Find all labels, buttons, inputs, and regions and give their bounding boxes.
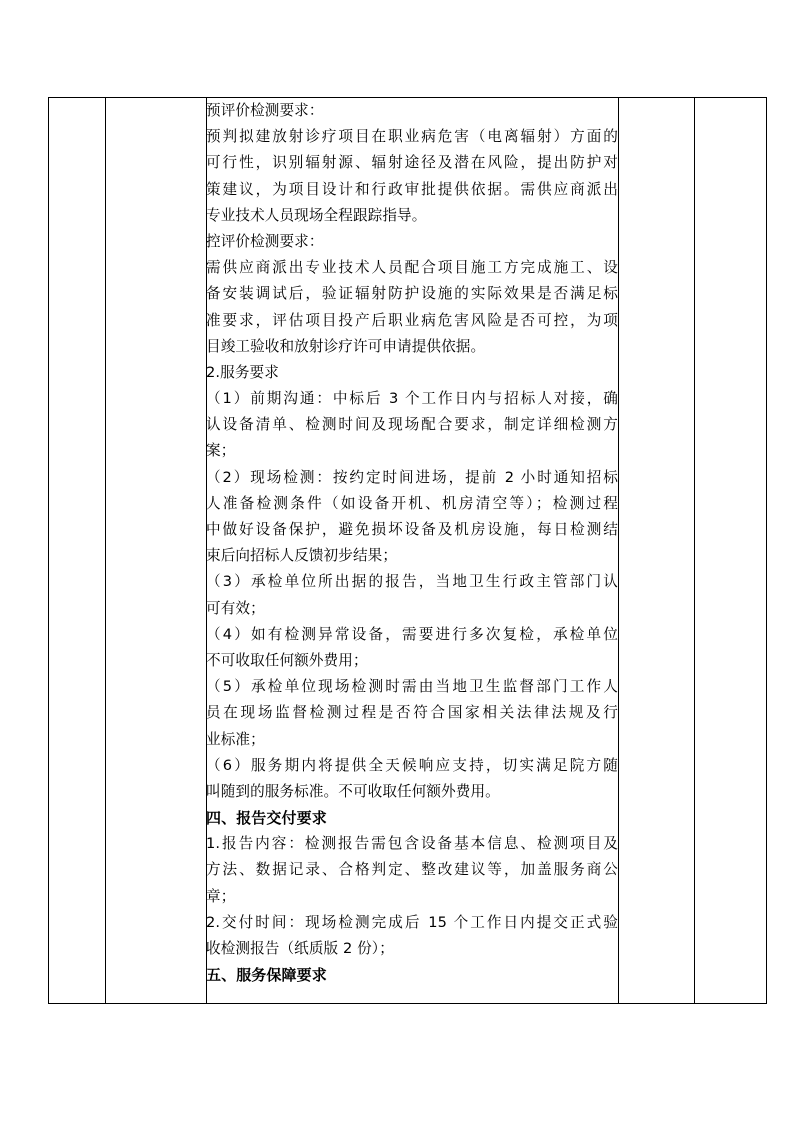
text-line: 人准备检测条件（如设备开机、机房清空等）；检测过程 — [206, 494, 618, 512]
text-line: 章； — [206, 887, 236, 905]
text-line: 可行性，识别辐射源、辐射途径及潜在风险，提出防护对 — [206, 154, 618, 172]
text-line: 2.交付时间：现场检测完成后 15 个工作日内提交正式验 — [206, 913, 618, 931]
requirements-cell — [206, 98, 618, 1003]
text-line: 专业技术人员现场全程跟踪指导。 — [206, 206, 427, 224]
text-line: 1.报告内容：检测报告需包含设备基本信息、检测项目及 — [206, 835, 618, 853]
text-line: （1）前期沟通：中标后 3 个工作日内与招标人对接，确 — [206, 390, 618, 408]
text-line: 2.服务要求 — [206, 363, 279, 381]
text-line: 需供应商派出专业技术人员配合项目施工方完成施工、设 — [206, 259, 618, 277]
text-line: （5）承检单位现场检测时需由当地卫生监督部门工作人 — [206, 678, 618, 696]
text-line: 方法、数据记录、合格判定、整改建议等，加盖服务商公 — [206, 861, 618, 879]
text-line: 中做好设备保护，避免损坏设备及机房设施，每日检测结 — [206, 521, 618, 538]
text-line: 案； — [206, 442, 236, 460]
text-line: （2）现场检测：按约定时间进场，提前 2 小时通知招标 — [206, 468, 618, 486]
text-line: 准要求，评估项目投产后职业病危害风险是否可控，为项 — [206, 311, 618, 329]
text-line: 策建议，为项目设计和行政审批提供依据。需供应商派出 — [206, 180, 618, 198]
text-line: 业标准； — [206, 730, 265, 748]
text-line: （3）承检单位所出据的报告，当地卫生行政主管部门认 — [206, 573, 618, 591]
text-line: （4）如有检测异常设备，需要进行多次复检，承检单位 — [206, 625, 618, 643]
text-line: （6）服务期内将提供全天候响应支持，切实满足院方随 — [206, 756, 618, 774]
text-line: 认设备清单、检测时间及现场配合要求，制定详细检测方 — [206, 416, 618, 434]
text-line: 预判拟建放射诊疗项目在职业病危害（电离辐射）方面的 — [206, 128, 618, 146]
text-line: 叫随到的服务标准。不可收取任何额外费用。 — [206, 782, 500, 800]
column-divider-1 — [105, 97, 106, 1004]
section-heading: 四、报告交付要求 — [206, 809, 327, 828]
column-divider-3 — [618, 97, 619, 1004]
column-divider-4 — [694, 97, 695, 1004]
section-heading: 五、服务保障要求 — [206, 966, 327, 985]
text-line: 束后向招标人反馈初步结果； — [206, 547, 398, 565]
text-line: 员在现场监督检测过程是否符合国家相关法律法规及行 — [206, 704, 618, 722]
text-line: 不可收取任何额外费用； — [206, 651, 368, 669]
text-line: 可有效； — [206, 599, 265, 617]
text-line: 预评价检测要求： — [206, 102, 324, 119]
text-line: 目竣工验收和放射诊疗许可申请提供依据。 — [206, 337, 486, 355]
text-line: 收检测报告（纸质版 2 份）； — [206, 940, 394, 957]
text-line: 备安装调试后，验证辐射防护设施的实际效果是否满足标 — [206, 285, 618, 303]
text-line: 控评价检测要求： — [206, 232, 324, 250]
